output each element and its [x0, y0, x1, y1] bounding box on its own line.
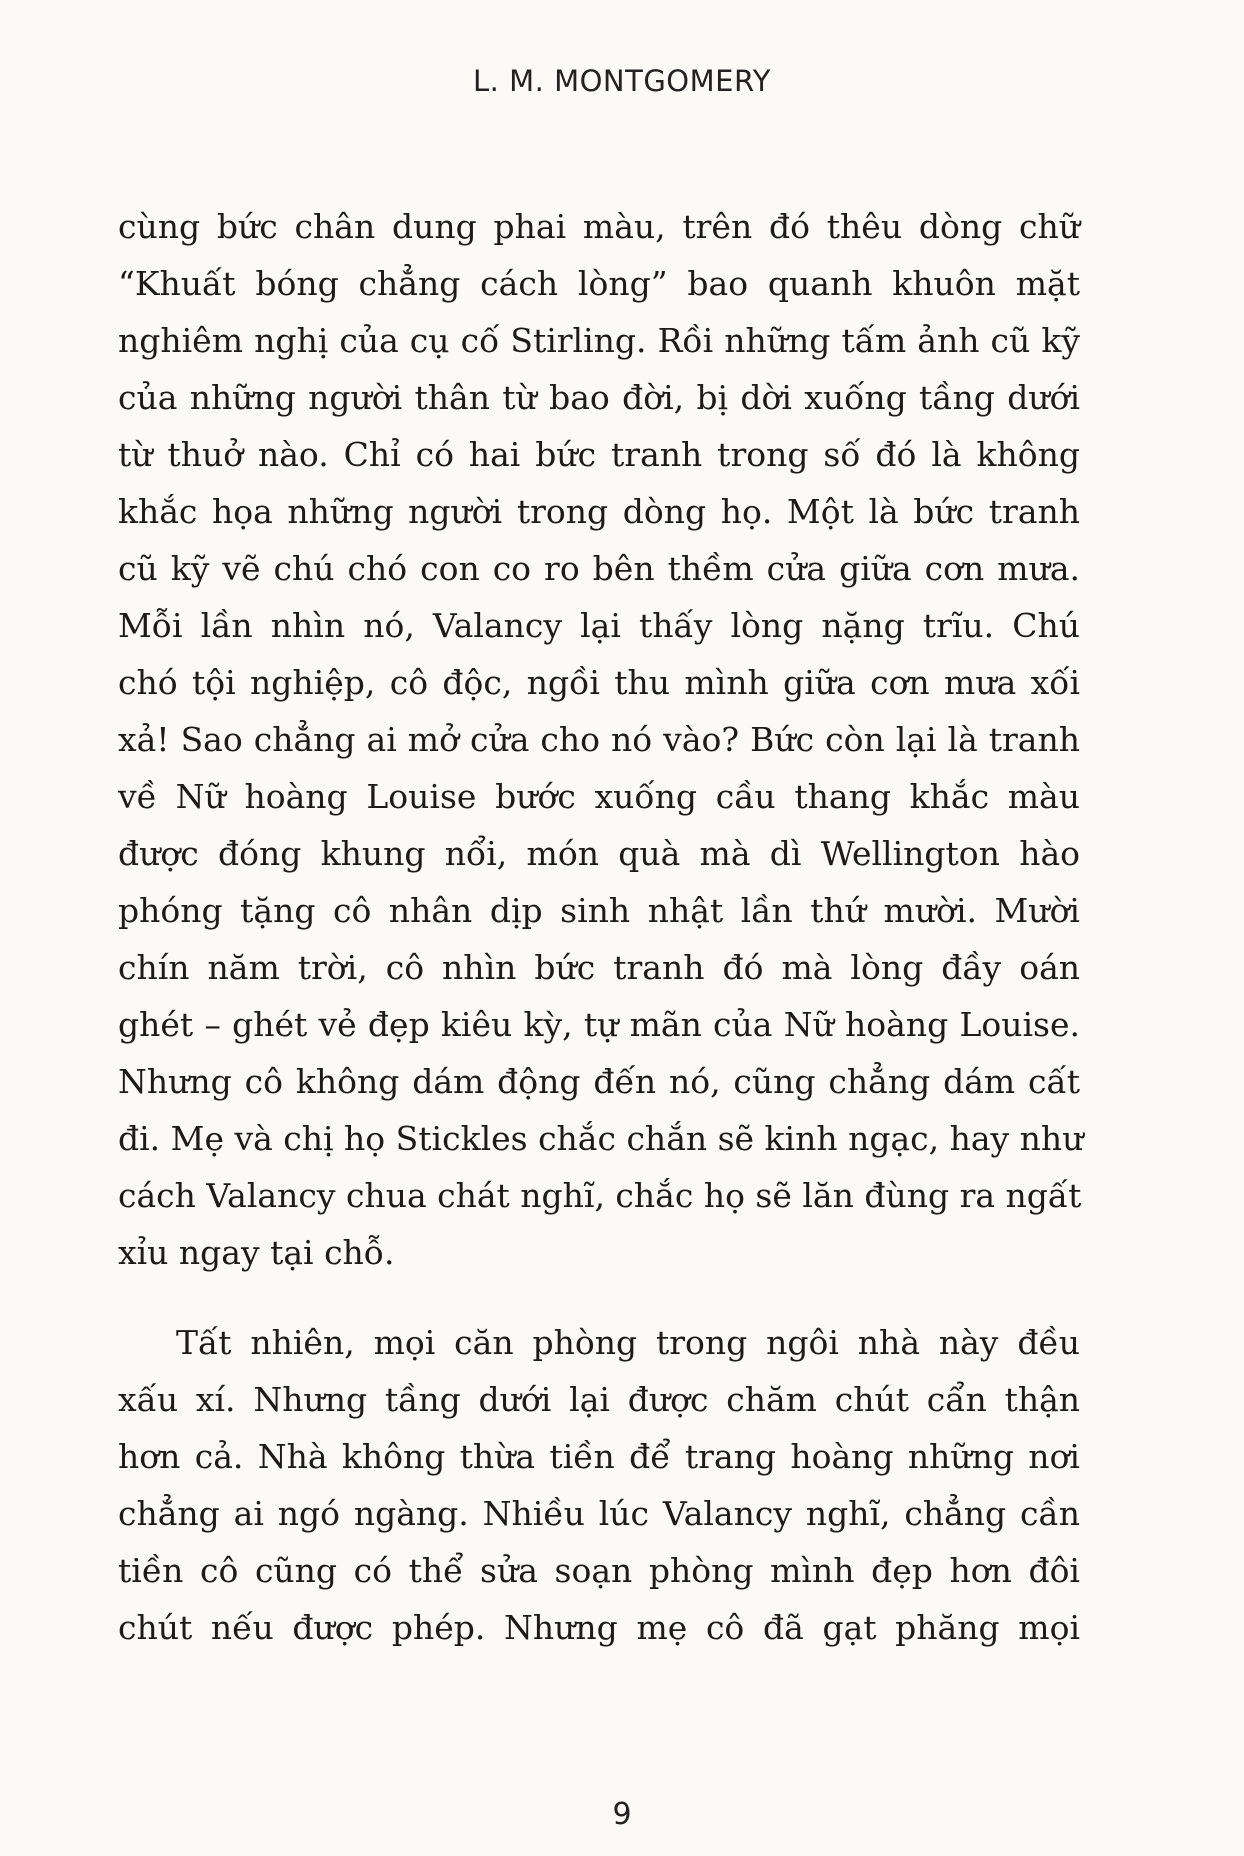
text-line: xỉu ngay tại chỗ. [118, 1233, 395, 1272]
paragraph-1 [118, 198, 1084, 1281]
text-line: chín năm trời, cô nhìn bức tranh đó mà lòng đầy oán [118, 948, 1080, 987]
text-line: hơn cả. Nhà không thừa tiền để trang hoàng những nơi [118, 1437, 1080, 1476]
text-line: ghét – ghét vẻ đẹp kiêu kỳ, tự mãn của Nữ hoàng Louise. [118, 1005, 1080, 1044]
page-number: 9 [612, 1797, 632, 1832]
text-line: phóng tặng cô nhân dịp sinh nhật lần thứ mười. Mười [118, 891, 1080, 930]
text-line: được đóng khung nổi, món quà mà dì Wellington hào [118, 834, 1080, 873]
text-line: xả! Sao chẳng ai mở cửa cho nó vào? Bức còn lại là tranh [118, 720, 1080, 759]
text-line: cũ kỹ vẽ chú chó con co ro bên thềm cửa giữa cơn mưa. [118, 549, 1080, 588]
text-line: đi. Mẹ và chị họ Stickles chắc chắn sẽ kinh ngạc, hay như [118, 1119, 1084, 1158]
text-line: cách Valancy chua chát nghĩ, chắc họ sẽ lăn đùng ra ngất [118, 1176, 1082, 1215]
text-line: “Khuất bóng chẳng cách lòng” bao quanh khuôn mặt [118, 264, 1080, 303]
text-line: chút nếu được phép. Nhưng mẹ cô đã gạt phăng mọi [118, 1608, 1080, 1647]
text-line: chó tội nghiệp, cô độc, ngồi thu mình giữa cơn mưa xối [118, 663, 1080, 702]
text-line: cùng bức chân dung phai màu, trên đó thêu dòng chữ [118, 207, 1080, 246]
text-line: của những người thân từ bao đời, bị dời xuống tầng dưới [118, 378, 1080, 417]
text-line: từ thuở nào. Chỉ có hai bức tranh trong số đó là không [118, 435, 1080, 474]
text-line: chẳng ai ngó ngàng. Nhiều lúc Valancy nghĩ, chẳng cần [118, 1494, 1080, 1533]
text-line: Nhưng cô không dám động đến nó, cũng chẳng dám cất [118, 1062, 1080, 1101]
running-header-author: L. M. MONTGOMERY [473, 64, 771, 98]
text-line: Mỗi lần nhìn nó, Valancy lại thấy lòng nặng trĩu. Chú [118, 606, 1080, 645]
text-line: về Nữ hoàng Louise bước xuống cầu thang khắc màu [118, 777, 1080, 816]
text-line: xấu xí. Nhưng tầng dưới lại được chăm chút cẩn thận [118, 1380, 1080, 1419]
paragraph-2 [118, 1314, 1080, 1656]
text-line: nghiêm nghị của cụ cố Stirling. Rồi những tấm ảnh cũ kỹ [118, 321, 1080, 360]
text-line: Tất nhiên, mọi căn phòng trong ngôi nhà này đều [176, 1323, 1080, 1362]
text-line: khắc họa những người trong dòng họ. Một là bức tranh [118, 492, 1080, 531]
text-line: tiền cô cũng có thể sửa soạn phòng mình đẹp hơn đôi [118, 1551, 1080, 1590]
